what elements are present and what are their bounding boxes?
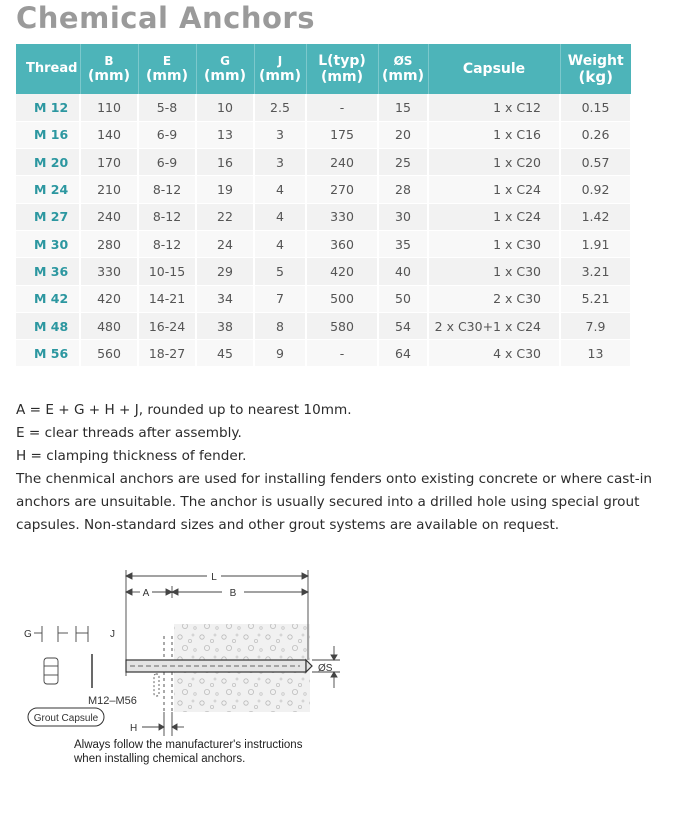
cell-capsule: 2 x C30 xyxy=(428,285,560,312)
cell-j: 8 xyxy=(254,312,306,339)
cell-b: 560 xyxy=(80,340,138,367)
installation-caption xyxy=(74,738,374,766)
cell-capsule: 1 x C16 xyxy=(428,121,560,148)
cell-b: 170 xyxy=(80,149,138,176)
dimension-h xyxy=(142,712,184,736)
cell-j: 2.5 xyxy=(254,94,306,121)
cell-weight: 7.9 xyxy=(560,312,631,339)
cell-e: 8-12 xyxy=(138,176,196,203)
header-os: ØS (mm) xyxy=(378,44,428,94)
cell-weight: 0.26 xyxy=(560,121,631,148)
header-e: E (mm) xyxy=(138,44,196,94)
table-row xyxy=(16,258,631,285)
cell-os: 50 xyxy=(378,285,428,312)
table-row xyxy=(16,149,631,176)
cell-os: 40 xyxy=(378,258,428,285)
cell-g: 22 xyxy=(196,203,254,230)
label-g: G xyxy=(24,629,32,640)
header-l: L(typ) (mm) xyxy=(306,44,378,94)
label-grout-capsule: Grout Capsule xyxy=(33,713,99,724)
cell-b: 240 xyxy=(80,203,138,230)
cell-os: 20 xyxy=(378,121,428,148)
caption-line-1: Always follow the manufacturer's instructions xyxy=(74,739,303,751)
cell-thread: M 12 xyxy=(16,94,80,121)
label-h: H xyxy=(130,723,138,734)
cell-b: 480 xyxy=(80,312,138,339)
cell-weight: 5.21 xyxy=(560,285,631,312)
table-row xyxy=(16,340,631,367)
cell-e: 10-15 xyxy=(138,258,196,285)
table-row xyxy=(16,121,631,148)
cell-l: 240 xyxy=(306,149,378,176)
description: The chenmical anchors are used for installing fenders onto existing concrete or where cast-in anchors are unsuitable. The anchor is usually secured into a drilled hole using special grout capsules. Non-standard sizes and other grout systems are available on request. xyxy=(16,471,653,533)
cell-capsule: 1 x C30 xyxy=(428,230,560,257)
cell-e: 8-12 xyxy=(138,230,196,257)
header-thread: Thread xyxy=(16,44,80,94)
cell-e: 5-8 xyxy=(138,94,196,121)
cell-l: 500 xyxy=(306,285,378,312)
cell-e: 6-9 xyxy=(138,149,196,176)
cell-capsule: 4 x C30 xyxy=(428,340,560,367)
cell-thread: M 30 xyxy=(16,230,80,257)
cell-j: 4 xyxy=(254,176,306,203)
cell-g: 10 xyxy=(196,94,254,121)
cell-e: 18-27 xyxy=(138,340,196,367)
cell-e: 16-24 xyxy=(138,312,196,339)
cell-os: 54 xyxy=(378,312,428,339)
label-os: ØS xyxy=(318,663,333,674)
cell-thread: M 24 xyxy=(16,176,80,203)
cell-thread: M 16 xyxy=(16,121,80,148)
cell-j: 9 xyxy=(254,340,306,367)
notes xyxy=(16,399,686,537)
cell-j: 4 xyxy=(254,203,306,230)
cell-capsule: 1 x C12 xyxy=(428,94,560,121)
cell-g: 19 xyxy=(196,176,254,203)
cell-capsule: 1 x C24 xyxy=(428,176,560,203)
label-size-range: M12–M56 xyxy=(88,695,137,707)
cell-g: 29 xyxy=(196,258,254,285)
label-a: A xyxy=(142,588,150,599)
cell-os: 25 xyxy=(378,149,428,176)
cell-g: 45 xyxy=(196,340,254,367)
cell-capsule: 1 x C20 xyxy=(428,149,560,176)
cell-os: 30 xyxy=(378,203,428,230)
cell-j: 3 xyxy=(254,121,306,148)
cell-l: 175 xyxy=(306,121,378,148)
cell-b: 420 xyxy=(80,285,138,312)
header-weight: Weight (kg) xyxy=(560,44,631,94)
label-j: J xyxy=(110,629,115,640)
anchor-stud xyxy=(126,660,312,672)
cell-thread: M 27 xyxy=(16,203,80,230)
cell-l: - xyxy=(306,94,378,121)
cell-weight: 0.57 xyxy=(560,149,631,176)
cell-b: 140 xyxy=(80,121,138,148)
cell-weight: 13 xyxy=(560,340,631,367)
page-title: Chemical Anchors xyxy=(16,1,315,35)
cell-e: 6-9 xyxy=(138,121,196,148)
cell-capsule: 2 x C30+1 x C24 xyxy=(428,312,560,339)
cell-g: 34 xyxy=(196,285,254,312)
header-capsule: Capsule xyxy=(428,44,560,94)
cell-weight: 0.15 xyxy=(560,94,631,121)
table-row xyxy=(16,176,631,203)
nut-washer-view xyxy=(34,626,92,688)
cell-j: 3 xyxy=(254,149,306,176)
cell-os: 64 xyxy=(378,340,428,367)
table-row xyxy=(16,94,631,121)
cell-capsule: 1 x C24 xyxy=(428,203,560,230)
cell-b: 330 xyxy=(80,258,138,285)
cell-weight: 1.91 xyxy=(560,230,631,257)
cell-os: 28 xyxy=(378,176,428,203)
cell-e: 14-21 xyxy=(138,285,196,312)
dimension-a-b xyxy=(126,586,308,598)
cell-thread: M 20 xyxy=(16,149,80,176)
cell-weight: 0.92 xyxy=(560,176,631,203)
cell-l: 420 xyxy=(306,258,378,285)
cell-l: 330 xyxy=(306,203,378,230)
cell-e: 8-12 xyxy=(138,203,196,230)
cell-b: 110 xyxy=(80,94,138,121)
cell-g: 13 xyxy=(196,121,254,148)
cell-capsule: 1 x C30 xyxy=(428,258,560,285)
table-row xyxy=(16,230,631,257)
anchor-diagram xyxy=(22,566,352,766)
header-g: G (mm) xyxy=(196,44,254,94)
table-row xyxy=(16,203,631,230)
cell-j: 7 xyxy=(254,285,306,312)
cell-weight: 1.42 xyxy=(560,203,631,230)
cell-j: 5 xyxy=(254,258,306,285)
spec-table xyxy=(16,44,632,367)
table-row xyxy=(16,312,631,339)
table-header-row xyxy=(16,44,631,94)
note-h: H = clamping thickness of fender. xyxy=(16,448,247,464)
cell-thread: M 36 xyxy=(16,258,80,285)
header-j: J (mm) xyxy=(254,44,306,94)
cell-g: 16 xyxy=(196,149,254,176)
cell-g: 24 xyxy=(196,230,254,257)
cell-thread: M 42 xyxy=(16,285,80,312)
cell-j: 4 xyxy=(254,230,306,257)
cell-g: 38 xyxy=(196,312,254,339)
note-formula: A = E + G + H + J, rounded up to nearest 10mm. xyxy=(16,402,352,418)
caption-line-2: when installing chemical anchors. xyxy=(74,753,246,765)
label-b: B xyxy=(229,588,237,599)
cell-weight: 3.21 xyxy=(560,258,631,285)
cell-thread: M 48 xyxy=(16,312,80,339)
fender-plate xyxy=(164,636,172,712)
cell-l: 270 xyxy=(306,176,378,203)
cell-l: 580 xyxy=(306,312,378,339)
cell-l: 360 xyxy=(306,230,378,257)
cell-os: 35 xyxy=(378,230,428,257)
table-row xyxy=(16,285,631,312)
cell-os: 15 xyxy=(378,94,428,121)
cell-l: - xyxy=(306,340,378,367)
cell-thread: M 56 xyxy=(16,340,80,367)
note-e: E = clear threads after assembly. xyxy=(16,425,242,441)
header-b: B (mm) xyxy=(80,44,138,94)
cell-b: 210 xyxy=(80,176,138,203)
cell-b: 280 xyxy=(80,230,138,257)
label-l: L xyxy=(211,572,217,583)
